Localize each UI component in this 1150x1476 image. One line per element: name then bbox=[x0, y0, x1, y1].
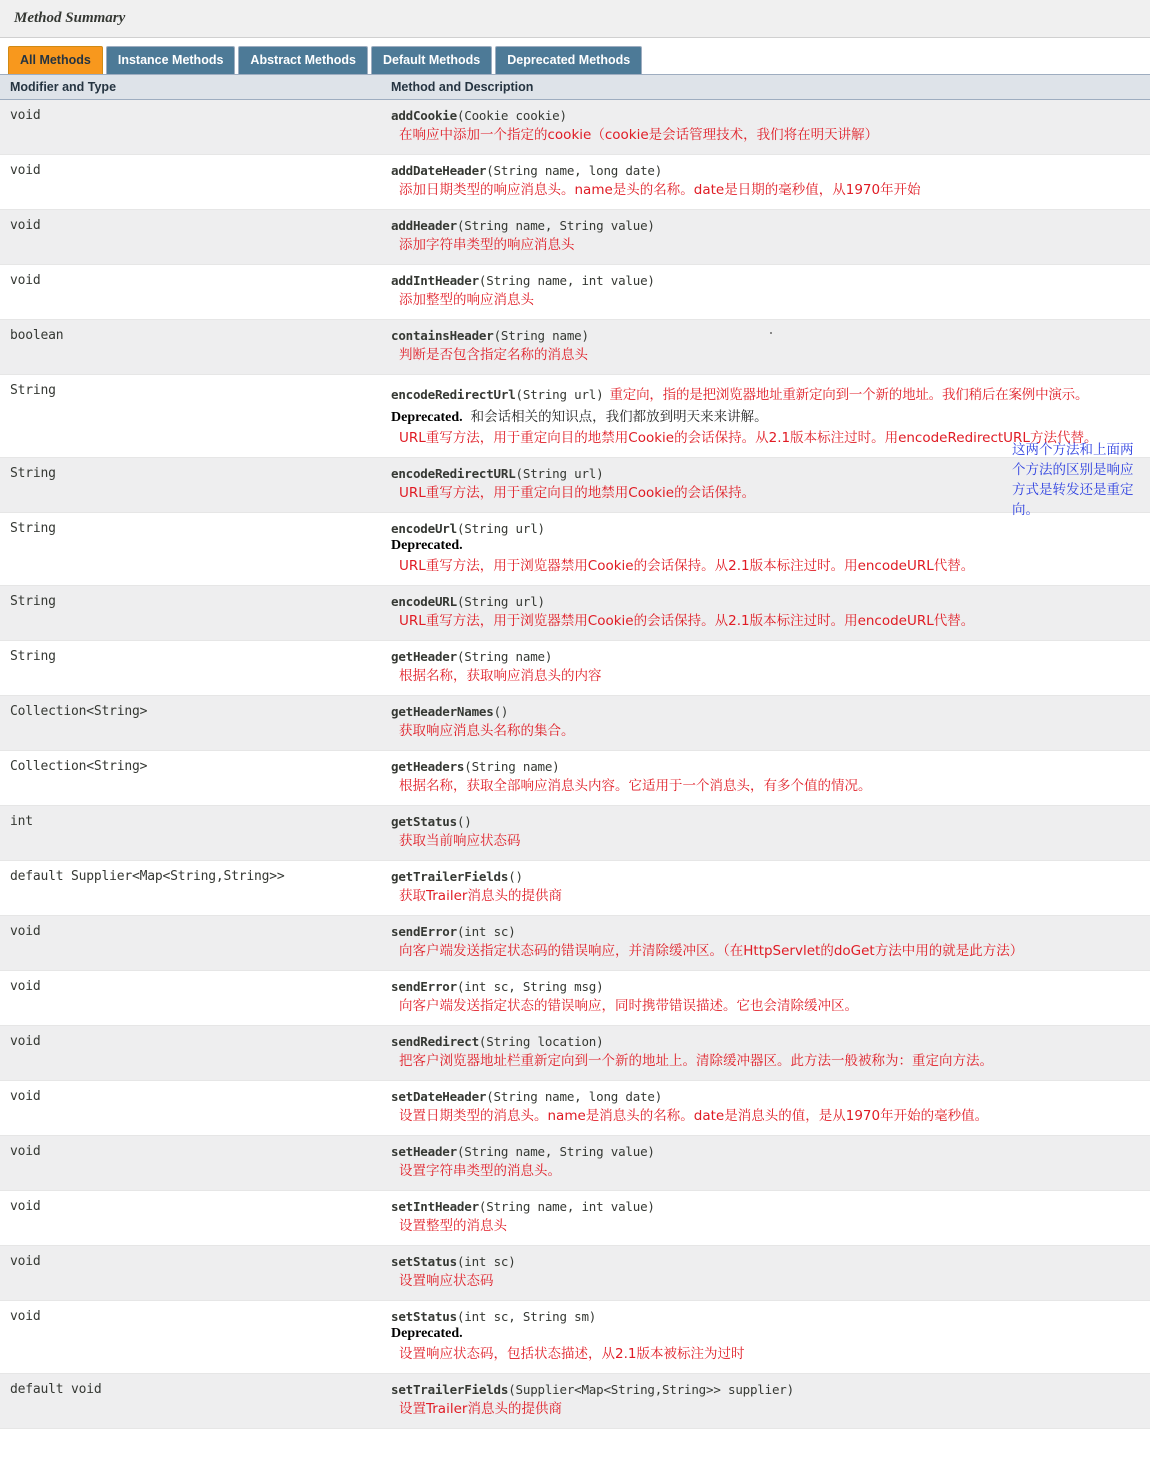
cell-method-and-description bbox=[381, 696, 1150, 751]
method-parameters: (String url) bbox=[515, 466, 604, 481]
method-name-link[interactable]: getHeader bbox=[391, 649, 457, 664]
table-row bbox=[0, 1081, 1150, 1136]
cell-method-and-description bbox=[381, 513, 1150, 586]
method-signature bbox=[391, 218, 1150, 233]
method-parameters: (String url) bbox=[456, 521, 545, 536]
red-annotation-note: 设置响应状态码，包括状态描述，从2.1版本被标注为过时 bbox=[399, 1346, 745, 1362]
table-row bbox=[0, 861, 1150, 916]
cell-modifier-and-type: void bbox=[0, 210, 381, 265]
table-row bbox=[0, 1301, 1150, 1374]
cell-modifier-and-type: default void bbox=[0, 1374, 381, 1429]
method-name-link[interactable]: getTrailerFields bbox=[391, 869, 509, 884]
method-signature bbox=[391, 594, 1150, 609]
method-signature bbox=[391, 924, 1150, 939]
cell-modifier-and-type: String bbox=[0, 375, 381, 458]
red-annotation-note: 获取响应消息头名称的集合。 bbox=[399, 723, 575, 739]
method-name-link[interactable]: addCookie bbox=[391, 108, 457, 123]
deprecated-inline-note: 和会话相关的知识点，我们都放到明天来来讲解。 bbox=[470, 409, 768, 425]
method-signature bbox=[391, 328, 1150, 343]
method-signature bbox=[391, 163, 1150, 178]
cell-method-and-description bbox=[381, 586, 1150, 641]
tab-abstract-methods[interactable]: Abstract Methods bbox=[238, 46, 368, 74]
method-name-link[interactable]: setStatus bbox=[391, 1254, 457, 1269]
cell-method-and-description bbox=[381, 641, 1150, 696]
table-row bbox=[0, 916, 1150, 971]
method-signature bbox=[391, 383, 1150, 403]
red-annotation-note: 根据名称，获取响应消息头的内容 bbox=[399, 668, 602, 684]
table-row bbox=[0, 696, 1150, 751]
cell-method-and-description bbox=[381, 1374, 1150, 1429]
tab-all-methods[interactable]: All Methods bbox=[8, 46, 103, 74]
table-row bbox=[0, 1191, 1150, 1246]
method-parameters: (int sc) bbox=[456, 924, 516, 939]
red-annotation-note: 获取当前响应状态码 bbox=[399, 833, 521, 849]
method-name-link[interactable]: getHeaders bbox=[391, 759, 465, 774]
method-signature bbox=[391, 759, 1150, 774]
method-name-link[interactable]: getStatus bbox=[391, 814, 457, 829]
table-row bbox=[0, 586, 1150, 641]
table-row bbox=[0, 751, 1150, 806]
inline-red-note: 重定向，指的是把浏览器地址重新定向到一个新的地址。我们稍后在案例中演示。 bbox=[609, 387, 1089, 403]
cell-modifier-and-type: String bbox=[0, 641, 381, 696]
method-name-link[interactable]: encodeRedirectURL bbox=[391, 466, 516, 481]
table-row bbox=[0, 1136, 1150, 1191]
red-annotation-note: 根据名称，获取全部响应消息头内容。它适用于一个消息头，有多个值的情况。 bbox=[399, 778, 872, 794]
method-name-link[interactable]: sendRedirect bbox=[391, 1034, 479, 1049]
cell-modifier-and-type: void bbox=[0, 1136, 381, 1191]
table-row bbox=[0, 320, 1150, 375]
cell-method-and-description bbox=[381, 1246, 1150, 1301]
deprecated-label: Deprecated. bbox=[391, 538, 463, 553]
method-name-link[interactable]: addIntHeader bbox=[391, 273, 479, 288]
cell-method-and-description bbox=[381, 971, 1150, 1026]
method-signature bbox=[391, 1199, 1150, 1214]
method-name-link[interactable]: addDateHeader bbox=[391, 163, 487, 178]
method-name-link[interactable]: setStatus bbox=[391, 1309, 457, 1324]
red-annotation-note: 向客户端发送指定状态码的错误响应，并清除缓冲区。（在HttpServlet的doGet方法中用的就是此方法） bbox=[399, 943, 1024, 959]
cell-modifier-and-type: default Supplier<Map<String,String>> bbox=[0, 861, 381, 916]
method-signature bbox=[391, 1309, 1150, 1324]
table-header-row bbox=[0, 75, 1150, 100]
column-header-method-and-description: Method and Description bbox=[381, 75, 1150, 100]
table-row bbox=[0, 971, 1150, 1026]
cell-method-and-description bbox=[381, 1081, 1150, 1136]
cell-modifier-and-type: void bbox=[0, 1191, 381, 1246]
method-parameters: (String name, int value) bbox=[478, 273, 655, 288]
cell-modifier-and-type: void bbox=[0, 971, 381, 1026]
cell-modifier-and-type: Collection<String> bbox=[0, 696, 381, 751]
red-annotation-note: 把客户浏览器地址栏重新定向到一个新的地址上。清除缓冲器区。此方法一般被称为：重定向方法。 bbox=[399, 1053, 993, 1069]
method-signature bbox=[391, 704, 1150, 719]
red-annotation-note: URL重写方法，用于浏览器禁用Cookie的会话保持。从2.1版本标注过时。用encodeURL代替。 bbox=[399, 558, 975, 574]
table-row bbox=[0, 210, 1150, 265]
method-parameters: (String location) bbox=[478, 1034, 604, 1049]
red-annotation-note: URL重写方法，用于重定向目的地禁用Cookie的会话保持。 bbox=[399, 485, 756, 501]
cell-modifier-and-type: String bbox=[0, 586, 381, 641]
method-signature bbox=[391, 1382, 1150, 1397]
method-parameters: (String name, int value) bbox=[478, 1199, 655, 1214]
red-annotation-note: URL重写方法，用于浏览器禁用Cookie的会话保持。从2.1版本标注过时。用encodeURL代替。 bbox=[399, 613, 975, 629]
method-signature bbox=[391, 814, 1150, 829]
method-parameters: (String name) bbox=[456, 649, 553, 664]
cell-method-and-description bbox=[381, 751, 1150, 806]
cell-method-and-description bbox=[381, 265, 1150, 320]
method-parameters: (String name, long date) bbox=[486, 163, 663, 178]
page-title: Method Summary bbox=[0, 0, 1150, 38]
method-name-link[interactable]: setTrailerFields bbox=[391, 1382, 509, 1397]
method-parameters: (String name) bbox=[493, 328, 589, 343]
cell-method-and-description bbox=[381, 100, 1150, 155]
cell-modifier-and-type: String bbox=[0, 458, 381, 513]
cell-method-and-description bbox=[381, 916, 1150, 971]
method-parameters: (Cookie cookie) bbox=[456, 108, 567, 123]
table-row bbox=[0, 375, 1150, 458]
cell-modifier-and-type: void bbox=[0, 916, 381, 971]
cell-method-and-description bbox=[381, 1026, 1150, 1081]
cell-modifier-and-type: String bbox=[0, 513, 381, 586]
red-annotation-note: 设置整型的消息头 bbox=[399, 1218, 507, 1234]
method-parameters: (String url) bbox=[515, 387, 604, 402]
method-parameters: (Supplier<Map<String,String>> supplier) bbox=[508, 1382, 794, 1397]
cell-modifier-and-type: void bbox=[0, 1026, 381, 1081]
cell-method-and-description bbox=[381, 1301, 1150, 1374]
table-row bbox=[0, 641, 1150, 696]
table-row bbox=[0, 1026, 1150, 1081]
method-name-link[interactable]: sendError bbox=[391, 979, 457, 994]
cell-modifier-and-type: void bbox=[0, 155, 381, 210]
method-signature bbox=[391, 979, 1150, 994]
cell-modifier-and-type: boolean bbox=[0, 320, 381, 375]
method-signature bbox=[391, 521, 1150, 536]
method-signature bbox=[391, 869, 1150, 884]
method-name-link[interactable]: sendError bbox=[391, 924, 457, 939]
cell-modifier-and-type: void bbox=[0, 1246, 381, 1301]
method-filter-tabs bbox=[0, 38, 1150, 74]
method-name-link[interactable]: encodeURL bbox=[391, 594, 457, 609]
method-name-link[interactable]: setDateHeader bbox=[391, 1089, 487, 1104]
table-row bbox=[0, 100, 1150, 155]
red-annotation-note: 设置Trailer消息头的提供商 bbox=[399, 1401, 562, 1417]
red-annotation-note: 添加日期类型的响应消息头。name是头的名称。date是日期的毫秒值，从1970年开始 bbox=[399, 182, 921, 198]
method-parameters: () bbox=[508, 869, 523, 884]
method-signature bbox=[391, 1034, 1150, 1049]
method-parameters: (String name, String value) bbox=[456, 218, 655, 233]
red-annotation-note: 向客户端发送指定状态的错误响应，同时携带错误描述。它也会清除缓冲区。 bbox=[399, 998, 858, 1014]
cell-method-and-description bbox=[381, 1136, 1150, 1191]
deprecated-label: Deprecated. 和会话相关的知识点，我们都放到明天来来讲解。 bbox=[391, 409, 768, 425]
method-parameters: (String name) bbox=[464, 759, 560, 774]
tab-default-methods[interactable]: Default Methods bbox=[371, 46, 492, 74]
tab-instance-methods[interactable]: Instance Methods bbox=[106, 46, 236, 74]
method-signature bbox=[391, 1089, 1150, 1104]
method-summary-table bbox=[0, 74, 1150, 1429]
cell-modifier-and-type: void bbox=[0, 100, 381, 155]
method-name-link[interactable]: setHeader bbox=[391, 1144, 457, 1159]
table-row bbox=[0, 513, 1150, 586]
red-annotation-note: 设置日期类型的消息头。name是消息头的名称。date是消息头的值，是从1970年开始的毫秒值。 bbox=[399, 1108, 989, 1124]
method-parameters: () bbox=[493, 704, 509, 719]
method-name-link[interactable]: getHeaderNames bbox=[391, 704, 494, 719]
red-annotation-note: URL重写方法，用于重定向目的地禁用Cookie的会话保持。从2.1版本标注过时。用encodeRedirectURL方法代替。 bbox=[399, 430, 1098, 446]
red-annotation-note: 设置字符串类型的消息头。 bbox=[399, 1163, 561, 1179]
cell-method-and-description bbox=[381, 320, 1150, 375]
cell-modifier-and-type: void bbox=[0, 265, 381, 320]
red-annotation-note: 在响应中添加一个指定的cookie（cookie是会话管理技术，我们将在明天讲解） bbox=[399, 127, 879, 143]
method-name-link[interactable]: setIntHeader bbox=[391, 1199, 479, 1214]
tab-deprecated-methods[interactable]: Deprecated Methods bbox=[495, 46, 642, 74]
method-parameters: (int sc, String msg) bbox=[456, 979, 604, 994]
method-signature bbox=[391, 1254, 1150, 1269]
method-signature bbox=[391, 273, 1150, 288]
method-name-link[interactable]: encodeUrl bbox=[391, 521, 457, 536]
method-signature bbox=[391, 108, 1150, 123]
cell-modifier-and-type: int bbox=[0, 806, 381, 861]
cell-method-and-description bbox=[381, 806, 1150, 861]
table-row bbox=[0, 1246, 1150, 1301]
deprecated-label: Deprecated. bbox=[391, 1326, 463, 1341]
method-name-link[interactable]: addHeader bbox=[391, 218, 457, 233]
method-parameters: () bbox=[456, 814, 472, 829]
red-annotation-note: 判断是否包含指定名称的消息头 bbox=[399, 347, 588, 363]
method-name-link[interactable]: encodeRedirectUrl bbox=[391, 387, 516, 402]
table-row bbox=[0, 265, 1150, 320]
method-parameters: (int sc) bbox=[456, 1254, 516, 1269]
method-parameters: (String name, String value) bbox=[456, 1144, 655, 1159]
stray-dot bbox=[770, 332, 772, 334]
table-row bbox=[0, 155, 1150, 210]
red-annotation-note: 添加字符串类型的响应消息头 bbox=[399, 237, 575, 253]
table-row bbox=[0, 458, 1150, 513]
method-parameters: (String name, long date) bbox=[486, 1089, 663, 1104]
red-annotation-note: 设置响应状态码 bbox=[399, 1273, 494, 1289]
table-body bbox=[0, 100, 1150, 1429]
method-signature bbox=[391, 649, 1150, 664]
method-parameters: (String url) bbox=[456, 594, 545, 609]
cell-method-and-description bbox=[381, 210, 1150, 265]
cell-method-and-description bbox=[381, 155, 1150, 210]
cell-modifier-and-type: void bbox=[0, 1081, 381, 1136]
cell-modifier-and-type: Collection<String> bbox=[0, 751, 381, 806]
cell-method-and-description bbox=[381, 1191, 1150, 1246]
table-row bbox=[0, 806, 1150, 861]
red-annotation-note: 获取Trailer消息头的提供商 bbox=[399, 888, 562, 904]
cell-modifier-and-type: void bbox=[0, 1301, 381, 1374]
blue-annotation-note: 这两个方法和上面两个方法的区别是响应方式是转发还是重定向。 bbox=[1012, 442, 1134, 518]
cell-method-and-description bbox=[381, 861, 1150, 916]
method-signature bbox=[391, 1144, 1150, 1159]
table-row bbox=[0, 1374, 1150, 1429]
column-header-modifier-and-type: Modifier and Type bbox=[0, 75, 381, 100]
method-name-link[interactable]: containsHeader bbox=[391, 328, 494, 343]
method-parameters: (int sc, String sm) bbox=[456, 1309, 597, 1324]
red-annotation-note: 添加整型的响应消息头 bbox=[399, 292, 534, 308]
